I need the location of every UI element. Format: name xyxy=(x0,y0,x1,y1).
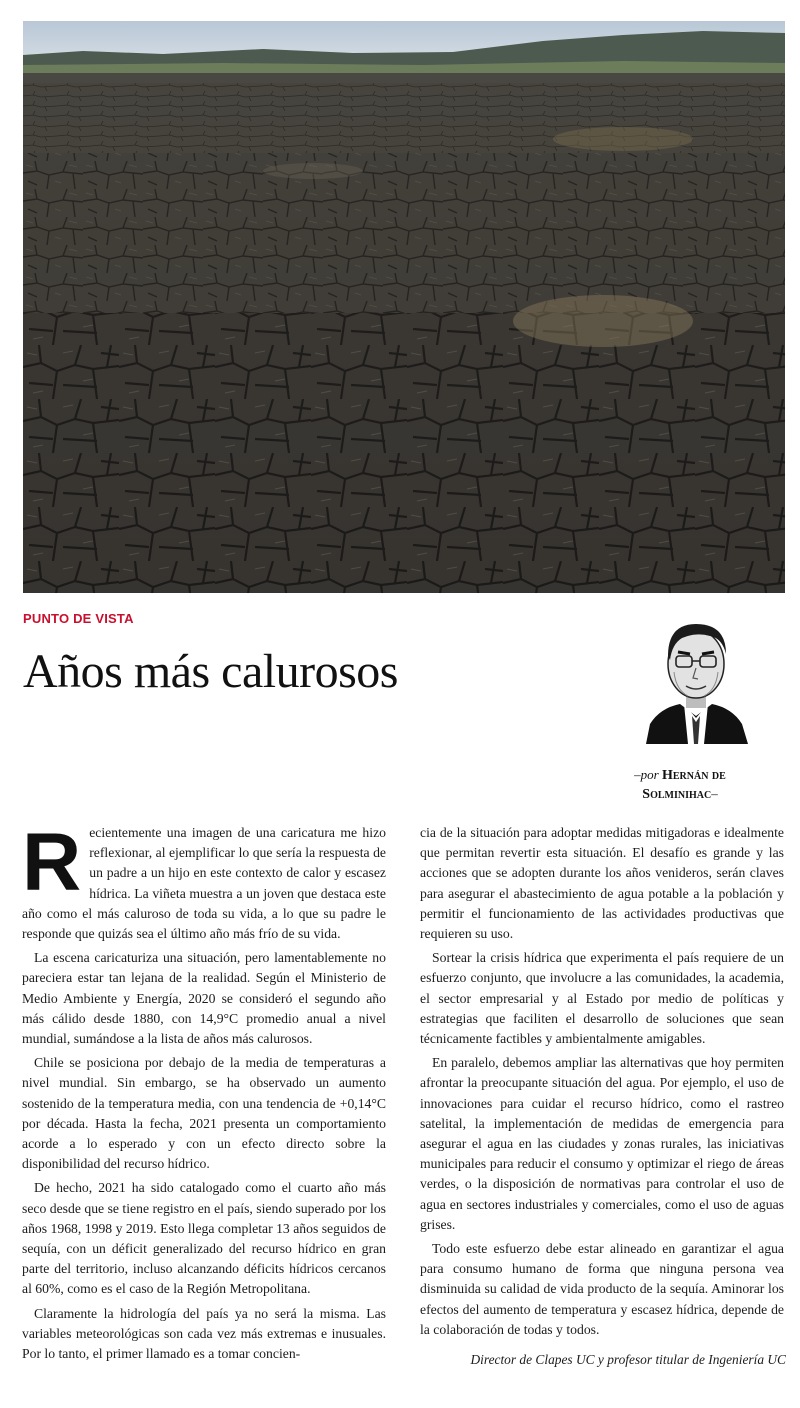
lead-paragraph xyxy=(22,817,386,944)
article-paragraph: Chile se posiciona por debajo de la media de temperaturas a nivel mundial. Sin embargo, se ha observado un aumento sostenido de la temperatura media, con una tendencia de +0,14°C por década. Hasta la fecha, 2021 presenta un comportamiento acorde a lo esperado y con un efecto directo sobre la disponibilidad del recurso hídrico. xyxy=(22,1055,386,1172)
section-label: PUNTO DE VISTA xyxy=(23,611,134,626)
article-column-left xyxy=(22,817,386,1368)
article-paragraph-continued: cia de la situación para adoptar medidas mitigadoras e idealmente que permitan revertir esta situación. El desafío es grande y las acciones que se adopten durante los años venideros, serán claves para asegurar el abastecimiento de agua potable a la población y permitir el funcionamiento de las actividades productivas que requieren su uso. xyxy=(420,825,784,942)
author-portrait xyxy=(640,612,752,744)
article-column-right xyxy=(420,823,784,1344)
author-role: Director de Clapes UC y profesor titular de Ingeniería UC xyxy=(470,1352,786,1367)
article-paragraph: De hecho, 2021 ha sido catalogado como el cuarto año más seco desde que se tiene registro en el país, siendo superado por los años 1968, 1998 y 2019. Esto llega completar 13 años seguidos de sequía, con un déficit generalizado del recurso hídrico en gran parte del territorio, incluso alcanzando déficits hídricos cercanos al 60%, como es el caso de la Región Metropolitana. xyxy=(22,1180,386,1297)
article-paragraph: En paralelo, debemos ampliar las alternativas que hoy permiten afrontar la preocupante situación del agua. Por ejemplo, el uso de innovaciones para cuidar el recurso hídrico, como el rastreo satelital, la implementación de medidas de emergencia para asegurar el agua en las ciudades y zonas rurales, las iniciativas municipales para reducir el consumo y optimizar el riego de áreas verdes, o la disposición de normativas para controlar el uso de agua en sectores industriales y comerciales, como el uso de aguas grises. xyxy=(420,1055,784,1232)
article-title: Años más calurosos xyxy=(23,645,398,698)
drought-cracked-earth-photo xyxy=(23,21,785,593)
article-paragraph: Sortear la crisis hídrica que experimenta el país requiere de un esfuerzo conjunto, que involucre a las comunidades, la academia, el sector empresarial y al Estado por medio de políticas y estrategias que faciliten el desarrollo de soluciones que sean técnicamente factibles y ambientalmente amigables. xyxy=(420,950,784,1047)
byline-prefix: –por xyxy=(634,767,659,782)
article-paragraph: Todo este esfuerzo debe estar alineado en garantizar el agua para consumo humano de forma que ninguna persona vea disminuida su calidad de vida producto de la sequía. Aminorar los efectos del aumento de temperatura y escasez hídrica, depende de la colaboración de todas y todos. xyxy=(420,1241,784,1337)
drop-cap: R xyxy=(22,817,82,908)
author-name: Hernán de Solminihac xyxy=(642,768,726,802)
lead-paragraph-text: ecientemente una imagen de una caricatura me hizo reflexionar, al ejemplificar lo que sería la respuesta de un padre a un hijo en este contexto de calor y escasez hídrica. La viñeta muestra a un joven que destaca este año como el más caluroso de toda su vida, a lo que su padre le responde que quizás sea el último año más frío de su vida. xyxy=(22,825,386,942)
author-byline xyxy=(600,766,760,804)
article-paragraph-split: Claramente la hidrología del país ya no será la misma. Las variables meteorológicas son cada vez más extremas e inusuales. Por lo tanto, el primer llamado es a tomar concien- xyxy=(22,1305,386,1362)
byline-suffix: – xyxy=(711,786,718,801)
article-paragraph: La escena caricaturiza una situación, pero lamentablemente no pareciera estar tan lejana de la realidad. Según el Ministerio de Medio Ambiente y Energía, 2020 se consideró el segundo año más cálido desde 1880, con 14,9°C promedio anual a nivel mundial, sumándose a la lista de años más calurosos. xyxy=(22,950,386,1047)
